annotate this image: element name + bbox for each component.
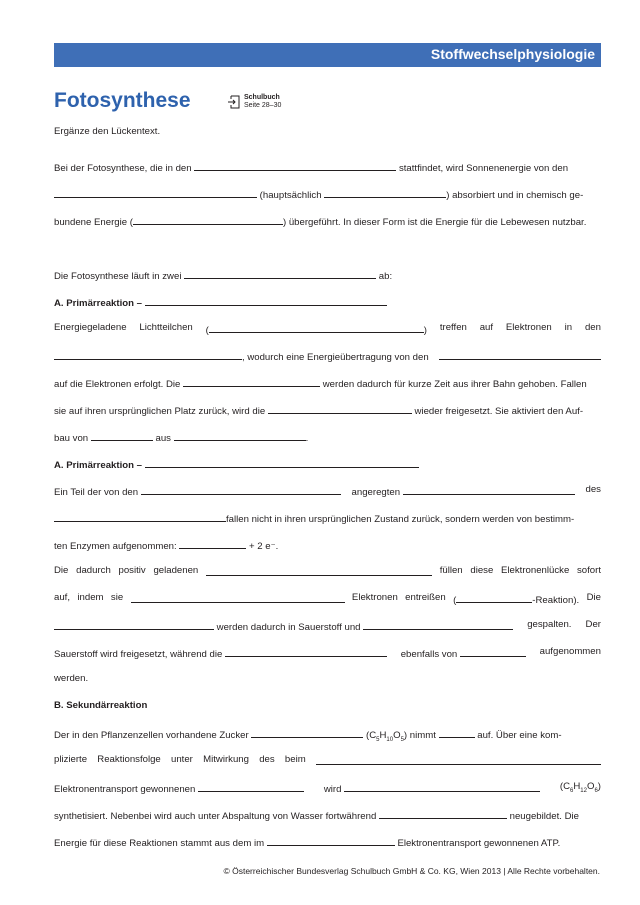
p5-line2: [54, 592, 601, 607]
text: synthetisiert. Nebenbei wird auch unter Abspaltung von Wasser fortwährend: [54, 811, 377, 822]
p6-line2: [54, 754, 601, 766]
text: Elektronen: [351, 592, 398, 603]
blank-field[interactable]: [456, 592, 532, 603]
blank-field[interactable]: [141, 484, 341, 495]
blank-field[interactable]: [91, 430, 153, 441]
text: auf,: [54, 592, 71, 603]
text: plizierte: [54, 754, 88, 765]
text: ) absorbiert und in chemisch ge-: [446, 190, 584, 201]
text: des: [585, 484, 601, 495]
text: (: [453, 595, 457, 606]
text: ebenfalls von: [400, 649, 458, 660]
text: ) übergeführt. In dieser Form ist die Energie für die Lebewesen nutzbar.: [282, 217, 587, 228]
text: sie: [110, 592, 124, 603]
blank-field[interactable]: [344, 781, 540, 792]
text: Ein Teil der von den: [54, 487, 139, 498]
text: Elektronenlücke: [501, 565, 570, 576]
p3-line2: [54, 349, 601, 364]
text: gespalten.: [527, 619, 572, 630]
heading-a2: [54, 457, 601, 472]
text: bau von: [54, 433, 89, 444]
blank-field[interactable]: [460, 646, 526, 657]
text: bundene Energie (: [54, 217, 133, 228]
text: Energie für diese Reaktionen stammt aus dem im: [54, 838, 265, 849]
blank-field[interactable]: [54, 511, 226, 522]
blank-field[interactable]: [403, 484, 575, 495]
text: sofort: [577, 565, 601, 576]
text: 6: [570, 787, 574, 794]
section-title: Stoffwechselphysiologie: [430, 46, 595, 62]
blank-field[interactable]: [131, 592, 345, 603]
reference-pages: Seite 28–30: [244, 102, 282, 109]
text: füllen: [439, 565, 463, 576]
text: des: [259, 754, 275, 765]
heading-a1: [54, 295, 601, 310]
p6-line1: [54, 727, 601, 746]
text: wird: [323, 784, 342, 795]
text: dadurch: [76, 565, 111, 576]
text: positiv: [118, 565, 146, 576]
blank-field[interactable]: [225, 646, 387, 657]
blank-field[interactable]: [194, 160, 396, 171]
text: (hauptsächlich: [259, 190, 322, 201]
page-title: Fotosynthese: [54, 89, 191, 112]
blank-field[interactable]: [251, 727, 363, 738]
blank-field[interactable]: [54, 619, 214, 630]
p6-line5: [54, 835, 601, 850]
text: , wodurch eine Energieübertragung von den: [242, 352, 429, 363]
text: treffen: [439, 322, 467, 333]
text: beim: [284, 754, 306, 765]
text: -Reaktion).: [532, 595, 580, 606]
text: 10: [386, 736, 394, 743]
text: O: [393, 730, 401, 741]
text: .: [305, 433, 309, 444]
text: diese: [470, 565, 494, 576]
instruction: Ergänze den Lückentext.: [54, 126, 161, 137]
text: auf die Elektronen erfolgt. Die: [54, 379, 181, 390]
text: neugebildet. Die: [509, 811, 579, 822]
p2-line: [54, 268, 601, 283]
text: werden dadurch in Sauerstoff und: [216, 622, 361, 633]
text: Energiegeladene: [54, 322, 127, 333]
text: geladenen: [153, 565, 199, 576]
text: Die: [54, 565, 69, 576]
p6-line3: [54, 781, 601, 797]
text: ten Enzymen aufgenommen:: [54, 541, 177, 552]
text: + 2 e⁻.: [249, 541, 279, 552]
book-arrow-icon: [227, 95, 241, 109]
blank-field[interactable]: [145, 295, 387, 306]
text: 12: [580, 787, 587, 794]
text: in: [564, 322, 573, 333]
blank-field[interactable]: [183, 376, 320, 387]
schulbuch-reference: [227, 94, 281, 110]
blank-field[interactable]: [54, 349, 242, 360]
text: wieder freigesetzt. Sie aktiviert den Auf-: [414, 406, 584, 417]
text: ): [597, 781, 601, 792]
blank-field[interactable]: [268, 403, 412, 414]
text: Die Fotosynthese läuft in zwei: [54, 271, 182, 282]
text: Elektronentransport gewonnenen: [54, 784, 196, 795]
blank-field[interactable]: [206, 565, 432, 576]
blank-field[interactable]: [184, 268, 376, 279]
p5-line5: werden.: [54, 673, 89, 684]
text: H: [573, 781, 581, 792]
p5-line1: [54, 565, 601, 577]
blank-field[interactable]: [267, 835, 395, 846]
blank-field[interactable]: [179, 538, 246, 549]
text: werden dadurch für kurze Zeit aus ihrer Bahn gehoben. Fallen: [322, 379, 587, 390]
text: Lichtteilchen: [139, 322, 193, 333]
p1-line3: [54, 214, 601, 229]
text: aus: [155, 433, 171, 444]
blank-field[interactable]: [198, 781, 304, 792]
p6-line4: [54, 808, 601, 823]
text: Der: [585, 619, 601, 630]
p5-line4: [54, 646, 601, 661]
blank-field[interactable]: [363, 619, 513, 630]
text: den: [584, 322, 601, 333]
blank-field[interactable]: [324, 187, 446, 198]
p3-line1: [54, 322, 601, 337]
text: sie auf ihren ursprünglichen Platz zurück, wird die: [54, 406, 266, 417]
text: Elektronen: [505, 322, 552, 333]
p3-line4: [54, 403, 601, 418]
text: fallen nicht in ihren ursprünglichen Zustand zurück, sondern werden von bestimm-: [226, 514, 575, 525]
blank-field[interactable]: [439, 727, 475, 738]
p5-line3: [54, 619, 601, 634]
p1-line1: [54, 160, 601, 175]
text: Reaktionsfolge: [97, 754, 161, 765]
text: 5: [376, 736, 380, 743]
text: Mitwirkung: [203, 754, 249, 765]
p4-line2: [54, 511, 601, 526]
text: 5: [400, 736, 404, 743]
text: O: [586, 781, 595, 792]
text: Der in den Pflanzenzellen vorhandene Zucker: [54, 730, 249, 741]
blank-field[interactable]: [439, 349, 601, 360]
text: Elektronentransport gewonnenen ATP.: [397, 838, 561, 849]
text: (: [205, 325, 209, 336]
text: auf. Über eine kom-: [477, 730, 562, 741]
reference-label: Schulbuch: [244, 94, 280, 101]
p4-line1: [54, 484, 601, 499]
blank-field[interactable]: [133, 214, 283, 225]
text: ab:: [378, 271, 393, 282]
text: Bei der Fotosynthese, die in den: [54, 163, 192, 174]
text: (C: [366, 730, 377, 741]
text: (C: [559, 781, 570, 792]
text: A. Primärreaktion –: [54, 298, 142, 309]
p1-line2: [54, 187, 601, 202]
text: stattfindet, wird Sonnenenergie von den: [398, 163, 569, 174]
text: unter: [171, 754, 193, 765]
blank-field[interactable]: [174, 430, 306, 441]
copyright-footer: © Österreichischer Bundesverlag Schulbuch GmbH & Co. KG, Wien 2013 | Alle Rechte vorbehalten.: [223, 866, 600, 876]
p3-line3: [54, 376, 601, 391]
blank-field[interactable]: [54, 187, 257, 198]
text: ): [423, 325, 427, 336]
text: Sauerstoff wird freigesetzt, während die: [54, 649, 223, 660]
text: indem: [77, 592, 104, 603]
text: H: [379, 730, 387, 741]
text: auf: [479, 322, 494, 333]
blank-field[interactable]: [209, 322, 424, 333]
text: ): [403, 730, 408, 741]
blank-field[interactable]: [316, 754, 601, 765]
p3-line5: [54, 430, 601, 445]
blank-field[interactable]: [145, 457, 419, 468]
blank-field[interactable]: [379, 808, 507, 819]
text: aufgenommen: [539, 646, 601, 657]
text: angeregten: [351, 487, 401, 498]
p4-line3: [54, 538, 601, 553]
header-bar: [54, 43, 601, 67]
text: Die: [586, 592, 601, 603]
text: nimmt: [409, 730, 436, 741]
text: 6: [594, 787, 598, 794]
text: A. Primärreaktion –: [54, 460, 142, 471]
heading-b: B. Sekundärreaktion: [54, 700, 148, 711]
text: entreißen: [405, 592, 446, 603]
